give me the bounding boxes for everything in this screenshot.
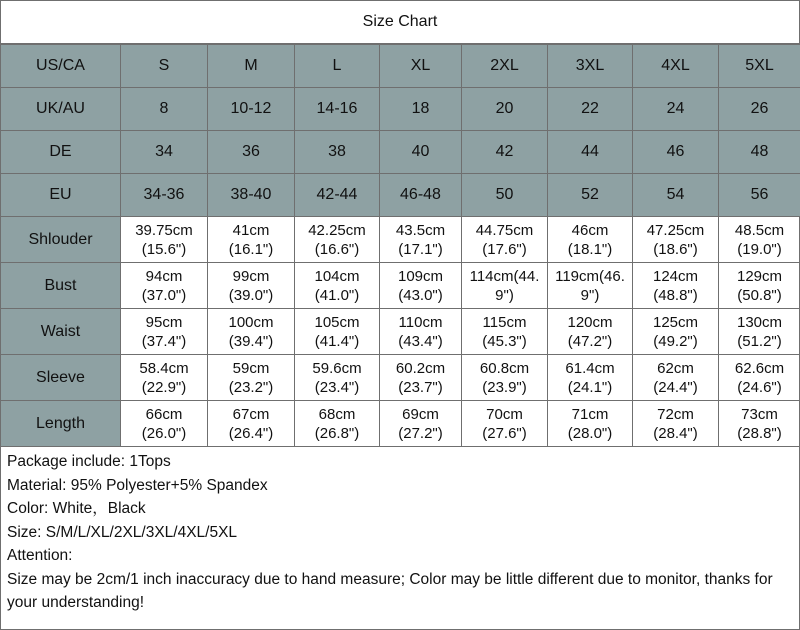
cell-metric: 105cm	[314, 313, 360, 331]
table-cell: 40	[380, 131, 462, 174]
cell-metric: 58.4cm	[139, 359, 189, 377]
table-cell	[633, 217, 719, 263]
cell-metric: 44.75cm	[475, 221, 534, 239]
cell-metric: 115cm	[482, 313, 527, 331]
cell-metric: 114cm(44.	[469, 267, 540, 285]
table-cell	[380, 309, 462, 355]
table-cell	[462, 401, 548, 447]
cell-metric: 61.4cm	[565, 359, 615, 377]
cell-imperial: (37.4")	[141, 332, 187, 350]
cell-imperial: (45.3")	[482, 332, 527, 350]
table-cell: 38	[295, 131, 380, 174]
cell-metric: 67cm	[232, 405, 270, 423]
row-label: DE	[1, 131, 121, 174]
table-row	[1, 401, 800, 447]
table-cell	[719, 309, 800, 355]
cell-imperial: (37.0")	[141, 286, 187, 304]
size-note: Size: S/M/L/XL/2XL/3XL/4XL/5XL	[7, 523, 238, 541]
table-cell	[380, 401, 462, 447]
table-cell: 2XL	[462, 45, 548, 88]
table-cell: 22	[548, 88, 633, 131]
cell-imperial: (28.4")	[653, 424, 698, 442]
cell-imperial: (43.4")	[398, 332, 443, 350]
cell-imperial: 9")	[495, 286, 514, 304]
cell-imperial: (16.6")	[314, 240, 360, 258]
cell-metric: 60.8cm	[479, 359, 530, 377]
cell-imperial: (23.2")	[228, 378, 274, 396]
cell-metric: 39.75cm	[135, 221, 193, 239]
table-cell: 14-16	[295, 88, 380, 131]
cell-imperial: (17.1")	[398, 240, 443, 258]
table-row	[1, 309, 800, 355]
table-cell	[121, 355, 208, 401]
table-cell: 34-36	[121, 174, 208, 217]
cell-metric: 48.5cm	[734, 221, 785, 239]
cell-imperial: (28.8")	[737, 424, 782, 442]
table-cell: 36	[208, 131, 295, 174]
row-label: Length	[1, 401, 121, 447]
cell-imperial: (23.7")	[398, 378, 443, 396]
table-cell	[462, 309, 548, 355]
row-label: Bust	[1, 263, 121, 309]
cell-imperial: (23.9")	[482, 378, 527, 396]
table-cell	[121, 401, 208, 447]
table-cell: 4XL	[633, 45, 719, 88]
cell-metric: 72cm	[657, 405, 694, 423]
table-cell	[719, 263, 800, 309]
table-cell	[633, 309, 719, 355]
cell-imperial: (16.1")	[228, 240, 274, 258]
table-cell	[380, 217, 462, 263]
cell-metric: 43.5cm	[395, 221, 446, 239]
color-note: Color: White，Black	[7, 500, 146, 517]
table-cell: 34	[121, 131, 208, 174]
cell-imperial: (18.1")	[567, 240, 613, 258]
cell-metric: 95cm	[145, 313, 183, 331]
table-cell: 50	[462, 174, 548, 217]
table-cell: 54	[633, 174, 719, 217]
cell-imperial: (17.6")	[482, 240, 527, 258]
table-cell	[380, 263, 462, 309]
row-label: Sleeve	[1, 355, 121, 401]
size-table-body	[1, 45, 800, 447]
cell-metric: 46cm	[571, 221, 609, 239]
table-cell: 52	[548, 174, 633, 217]
table-cell: 24	[633, 88, 719, 131]
row-label: US/CA	[1, 45, 121, 88]
row-label: Waist	[1, 309, 121, 355]
table-cell	[295, 217, 380, 263]
table-cell	[719, 217, 800, 263]
table-row	[1, 263, 800, 309]
cell-imperial: (51.2")	[737, 332, 782, 350]
cell-imperial: (48.8")	[653, 286, 698, 304]
cell-imperial: (22.9")	[141, 378, 187, 396]
cell-metric: 109cm	[397, 267, 444, 285]
cell-imperial: (26.0")	[141, 424, 187, 442]
cell-imperial: (24.1")	[567, 378, 613, 396]
cell-metric: 66cm	[145, 405, 183, 423]
table-cell	[208, 217, 295, 263]
cell-imperial: (43.0")	[398, 286, 443, 304]
table-cell: 46-48	[380, 174, 462, 217]
product-notes	[1, 447, 799, 615]
cell-metric: 94cm	[145, 267, 183, 285]
cell-imperial: (24.6")	[737, 378, 782, 396]
cell-imperial: (15.6")	[141, 240, 187, 258]
table-cell: 5XL	[719, 45, 800, 88]
table-cell	[380, 355, 462, 401]
table-cell: 38-40	[208, 174, 295, 217]
cell-metric: 99cm	[232, 267, 270, 285]
table-cell	[208, 355, 295, 401]
table-cell	[295, 401, 380, 447]
size-table	[0, 44, 800, 447]
cell-imperial: (26.4")	[228, 424, 274, 442]
table-cell	[633, 401, 719, 447]
table-cell: 20	[462, 88, 548, 131]
cell-metric: 104cm	[314, 267, 360, 285]
table-row	[1, 131, 800, 174]
cell-metric: 73cm	[741, 405, 778, 423]
table-cell: 48	[719, 131, 800, 174]
table-cell	[121, 217, 208, 263]
table-cell	[548, 401, 633, 447]
table-row	[1, 355, 800, 401]
table-cell	[121, 309, 208, 355]
cell-metric: 68cm	[318, 405, 356, 423]
cell-metric: 120cm	[567, 313, 613, 331]
cell-imperial: (39.0")	[228, 286, 274, 304]
table-cell	[295, 309, 380, 355]
table-cell: 42-44	[295, 174, 380, 217]
cell-metric: 110cm	[398, 313, 443, 331]
cell-imperial: (50.8")	[737, 286, 782, 304]
table-cell	[548, 263, 633, 309]
cell-metric: 62.6cm	[734, 359, 785, 377]
material-note: Material: 95% Polyester+5% Spandex	[7, 476, 268, 494]
cell-imperial: (24.4")	[653, 378, 698, 396]
cell-metric: 60.2cm	[395, 359, 446, 377]
disclaimer-note: Size may be 2cm/1 inch inaccuracy due to hand measure; Color may be little different due to monitor, thanks for your understanding!	[7, 570, 773, 611]
cell-imperial: 9")	[580, 286, 600, 304]
table-cell: M	[208, 45, 295, 88]
table-row	[1, 174, 800, 217]
cell-imperial: (18.6")	[653, 240, 698, 258]
table-cell: L	[295, 45, 380, 88]
cell-metric: 129cm	[736, 267, 783, 285]
table-cell	[462, 355, 548, 401]
table-row	[1, 217, 800, 263]
table-cell	[462, 217, 548, 263]
cell-imperial: (41.0")	[314, 286, 360, 304]
table-row	[1, 88, 800, 131]
table-cell: 10-12	[208, 88, 295, 131]
cell-metric: 59.6cm	[312, 359, 362, 377]
package-note: Package include: 1Tops	[7, 453, 171, 470]
table-cell	[719, 355, 800, 401]
cell-imperial: (39.4")	[228, 332, 274, 350]
table-cell	[208, 401, 295, 447]
cell-metric: 42.25cm	[308, 221, 366, 239]
cell-imperial: (26.8")	[314, 424, 360, 442]
cell-metric: 47.25cm	[646, 221, 705, 239]
table-cell	[633, 263, 719, 309]
cell-metric: 125cm	[652, 313, 699, 331]
table-cell	[121, 263, 208, 309]
row-label: UK/AU	[1, 88, 121, 131]
table-cell: 44	[548, 131, 633, 174]
cell-metric: 130cm	[736, 313, 783, 331]
table-cell: 18	[380, 88, 462, 131]
cell-metric: 69cm	[402, 405, 439, 423]
cell-metric: 59cm	[232, 359, 270, 377]
cell-imperial: (41.4")	[314, 332, 360, 350]
row-label: EU	[1, 174, 121, 217]
cell-metric: 70cm	[486, 405, 523, 423]
cell-metric: 41cm	[232, 221, 270, 239]
table-cell	[208, 263, 295, 309]
table-cell	[208, 309, 295, 355]
table-cell	[295, 263, 380, 309]
table-cell: 46	[633, 131, 719, 174]
cell-imperial: (27.6")	[482, 424, 527, 442]
cell-metric: 62cm	[657, 359, 694, 377]
cell-imperial: (49.2")	[653, 332, 698, 350]
table-cell	[548, 309, 633, 355]
cell-imperial: (47.2")	[567, 332, 613, 350]
cell-metric: 124cm	[652, 267, 699, 285]
table-row	[1, 45, 800, 88]
table-cell	[548, 355, 633, 401]
cell-imperial: (19.0")	[737, 240, 782, 258]
table-cell: S	[121, 45, 208, 88]
cell-metric: 71cm	[571, 405, 609, 423]
chart-title: Size Chart	[1, 1, 799, 44]
cell-imperial: (27.2")	[398, 424, 443, 442]
table-cell: 56	[719, 174, 800, 217]
table-cell	[295, 355, 380, 401]
table-cell	[633, 355, 719, 401]
table-cell: 26	[719, 88, 800, 131]
cell-imperial: (23.4")	[314, 378, 360, 396]
table-cell: XL	[380, 45, 462, 88]
row-label: Shlouder	[1, 217, 121, 263]
table-cell	[548, 217, 633, 263]
table-cell: 3XL	[548, 45, 633, 88]
attention-note: Attention:	[7, 547, 73, 564]
table-cell: 8	[121, 88, 208, 131]
cell-metric: 100cm	[228, 313, 274, 331]
cell-imperial: (28.0")	[567, 424, 613, 442]
table-cell	[462, 263, 548, 309]
table-cell: 42	[462, 131, 548, 174]
cell-metric: 119cm(46.	[555, 267, 625, 285]
table-cell	[719, 401, 800, 447]
